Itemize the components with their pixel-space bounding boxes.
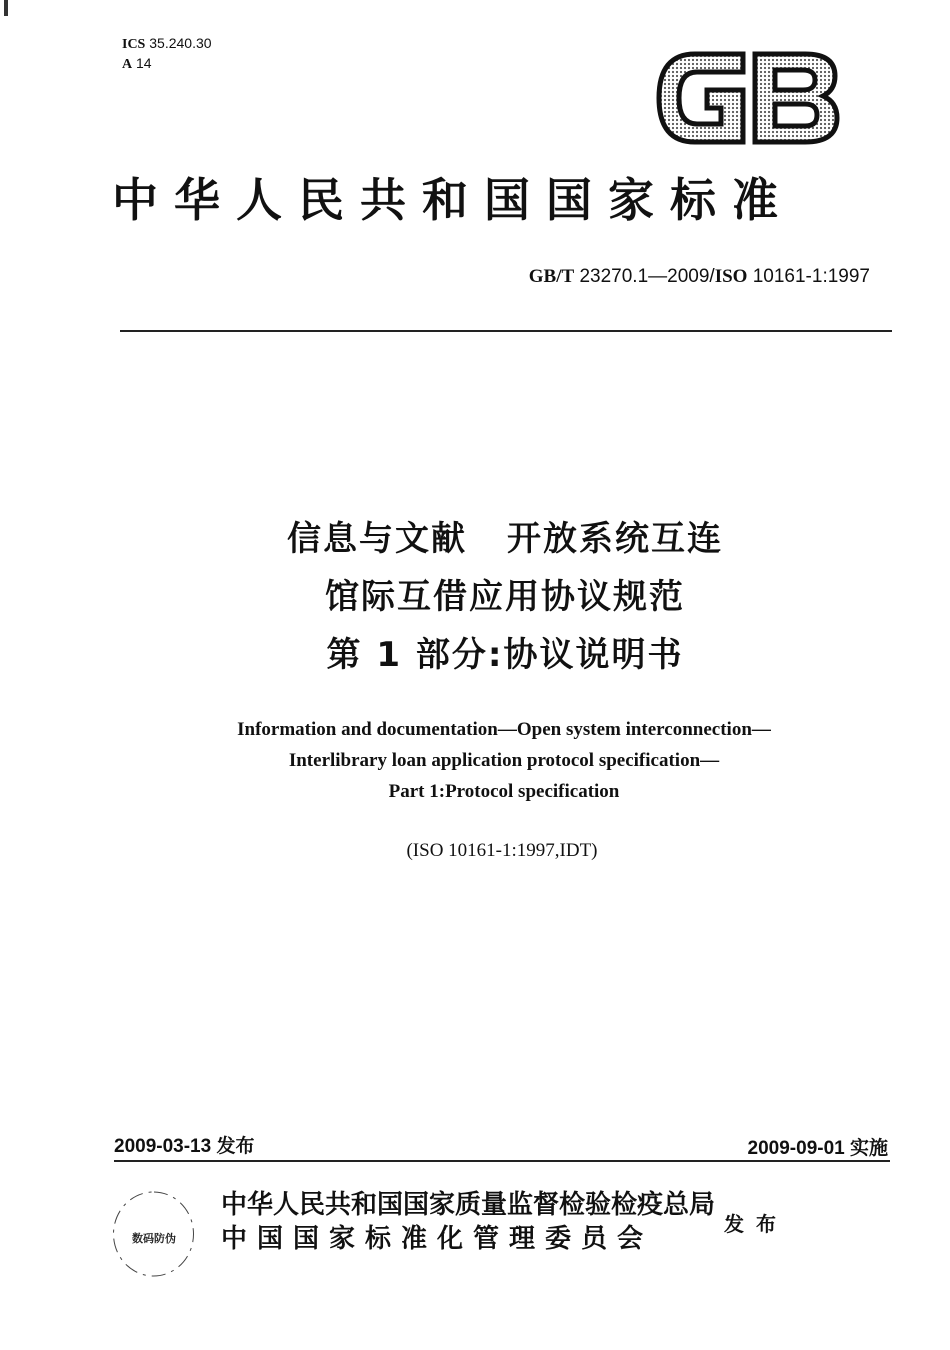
date-divider bbox=[114, 1160, 890, 1162]
scan-mark bbox=[4, 0, 8, 16]
standard-number: GB/T 23270.1—2009/ISO 10161-1:1997 bbox=[528, 266, 870, 287]
english-title bbox=[0, 714, 950, 807]
chinese-title-line-2: 馆际互借应用协议规范 bbox=[325, 577, 685, 617]
implementation-date: 2009-09-01 实施 bbox=[747, 1138, 888, 1159]
chinese-title-line-1: 信息与文献 开放系统互连 bbox=[287, 519, 723, 559]
chinese-title-line-3: 第 1 部分:协议说明书 bbox=[326, 635, 684, 675]
seal-text: 数码防伪 bbox=[132, 1232, 176, 1245]
english-title-line-3: Part 1:Protocol specification bbox=[388, 781, 620, 802]
publish-label: 发布 bbox=[724, 1212, 788, 1236]
issuing-authorities bbox=[221, 1188, 715, 1256]
header-divider bbox=[120, 330, 892, 332]
ccs-code: A 14 bbox=[122, 55, 152, 72]
issuer-sac: 中国国家标准化管理委员会 bbox=[221, 1224, 654, 1254]
classification-block bbox=[122, 34, 212, 74]
issue-date: 2009-03-13 发布 bbox=[114, 1136, 255, 1157]
standard-name: 中华人民共和国国家标准 bbox=[112, 173, 794, 227]
adoption-note: (ISO 10161-1:1997,IDT) bbox=[406, 840, 598, 861]
chinese-title bbox=[0, 510, 950, 684]
anti-counterfeit-seal bbox=[110, 1188, 198, 1278]
english-title-line-2: Interlibrary loan application protocol specification— bbox=[288, 750, 720, 771]
ics-code: ICS 35.240.30 bbox=[122, 35, 212, 52]
english-title-line-1: Information and documentation—Open system interconnection— bbox=[237, 719, 771, 740]
gb-logo bbox=[655, 50, 841, 146]
issuer-aqsiq: 中华人民共和国国家质量监督检验检疫总局 bbox=[221, 1190, 716, 1220]
